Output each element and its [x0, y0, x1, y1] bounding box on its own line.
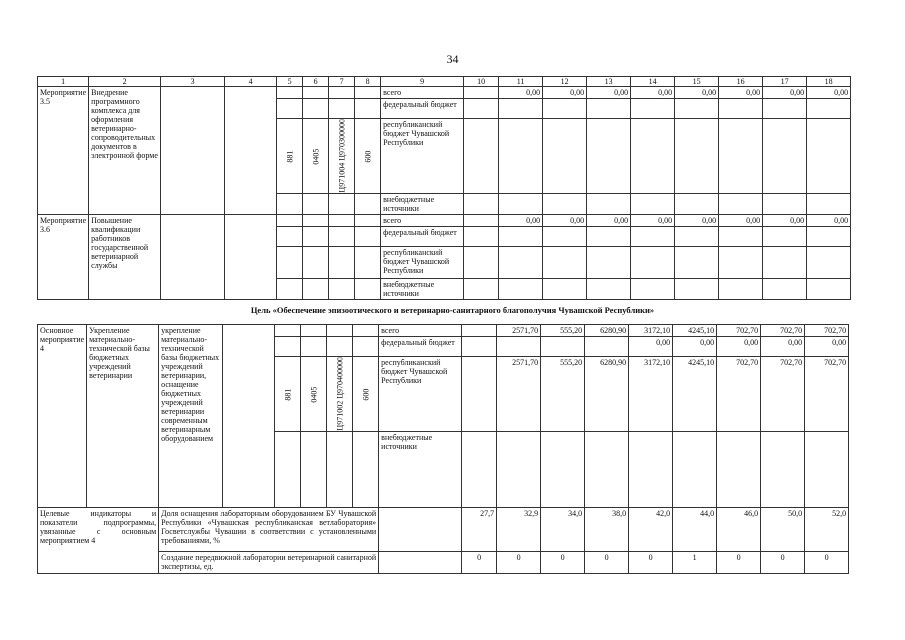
funding-source: внебюджетные источники [381, 193, 464, 214]
indicator-name: Создание передвижной лаборатории ветеринарной санитарной экспертизы, ед. [159, 551, 379, 573]
value-cell: 3172,10 [629, 357, 673, 432]
empty-cell [275, 431, 301, 507]
value-cell: 702,70 [717, 325, 761, 337]
funding-source: внебюджетные источники [379, 431, 462, 507]
code-grbs: 881 [275, 357, 301, 432]
value-cell [464, 246, 499, 278]
value-cell [719, 278, 763, 299]
value-cell [805, 431, 849, 507]
empty-cell [329, 214, 355, 226]
value-cell [499, 193, 543, 214]
header-cell: 16 [719, 77, 763, 87]
table-row [38, 325, 849, 337]
funding-source: республиканский бюджет Чувашской Республики [381, 119, 464, 194]
value-cell [761, 431, 805, 507]
value-cell [543, 246, 587, 278]
funding-source: всего [381, 87, 464, 99]
empty-cell [301, 337, 327, 357]
value-cell: 3172,10 [629, 325, 673, 337]
value-cell [675, 193, 719, 214]
value-cell: 0,00 [631, 214, 675, 226]
empty-cell [353, 325, 379, 337]
page-number: 34 [446, 52, 459, 66]
value-cell: 6280,90 [585, 357, 629, 432]
value-cell [673, 431, 717, 507]
empty-cell [355, 278, 381, 299]
header-cell: 2 [89, 77, 161, 87]
value-cell [462, 431, 497, 507]
funding-source: федеральный бюджет [381, 99, 464, 119]
value-cell [717, 431, 761, 507]
measure-executor [223, 325, 275, 508]
value-cell: 27,7 [462, 507, 497, 551]
value-cell [462, 337, 497, 357]
value-cell: 0,00 [719, 214, 763, 226]
table-row [38, 507, 849, 551]
value-cell: 0,00 [675, 214, 719, 226]
value-cell [675, 119, 719, 194]
funding-source: всего [379, 325, 462, 337]
value-cell [807, 246, 851, 278]
value-cell: 0 [585, 551, 629, 573]
value-cell [464, 226, 499, 246]
measure-name: Внедрение программного комплекса для оформления ветеринарно-сопроводительных документов в электронной форме [89, 87, 161, 215]
empty-cell [303, 246, 329, 278]
value-cell: 50,0 [761, 507, 805, 551]
value-cell [807, 226, 851, 246]
value-cell [587, 99, 631, 119]
empty-cell [303, 278, 329, 299]
value-cell [807, 99, 851, 119]
value-cell [464, 87, 499, 99]
value-cell [541, 431, 585, 507]
measure-executor [225, 87, 277, 215]
empty-cell [303, 226, 329, 246]
value-cell [719, 119, 763, 194]
value-cell [587, 246, 631, 278]
empty-cell [353, 337, 379, 357]
goal-heading: Цель «Обеспечение эпизоотического и ветеринарно-санитарного благополучия Чувашской Республики» [250, 305, 655, 315]
empty-cell [275, 325, 301, 337]
value-cell: 555,20 [541, 357, 585, 432]
empty-cell [329, 99, 355, 119]
header-cell: 18 [807, 77, 851, 87]
empty-cell [277, 226, 303, 246]
value-cell [807, 119, 851, 194]
value-cell [543, 193, 587, 214]
value-cell: 1 [673, 551, 717, 573]
value-cell [462, 357, 497, 432]
indicator-name: Доля оснащения лабораторным оборудованием БУ Чувашской Республики «Чувашская республиканская ветлаборатория» Госветслужбы Чувашии в соответствии с установленными требованиями, % [159, 507, 379, 551]
value-cell [719, 226, 763, 246]
value-cell: 0,00 [587, 214, 631, 226]
value-cell: 0 [629, 551, 673, 573]
empty-cell [327, 431, 353, 507]
value-cell [631, 193, 675, 214]
code-grbs: 881 [277, 119, 303, 194]
value-cell: 0,00 [761, 337, 805, 357]
value-cell [499, 278, 543, 299]
value-cell: 0 [541, 551, 585, 573]
value-cell: 2571,70 [497, 325, 541, 337]
measure-code: Мероприятие 3.6 [38, 214, 89, 299]
value-cell: 0,00 [807, 87, 851, 99]
value-cell [719, 246, 763, 278]
header-cell: 1 [38, 77, 89, 87]
measure-name: Повышение квалификации работников государственной ветеринарной службы [89, 214, 161, 299]
empty-cell [355, 99, 381, 119]
empty-cell [329, 246, 355, 278]
header-cell: 3 [161, 77, 225, 87]
empty-cell [303, 214, 329, 226]
value-cell [543, 99, 587, 119]
measure-results [161, 214, 225, 299]
value-cell [464, 99, 499, 119]
empty-cell [329, 193, 355, 214]
value-cell [587, 119, 631, 194]
value-cell [807, 193, 851, 214]
funding-source: республиканский бюджет Чувашской Республики [381, 246, 464, 278]
value-cell [497, 337, 541, 357]
table-row [38, 214, 851, 226]
value-cell: 0,00 [763, 214, 807, 226]
value-cell: 0 [717, 551, 761, 573]
value-cell: 0,00 [763, 87, 807, 99]
value-cell: 44,0 [673, 507, 717, 551]
value-cell [464, 193, 499, 214]
table-upper [37, 76, 851, 300]
value-cell: 555,20 [541, 325, 585, 337]
empty-cell [277, 214, 303, 226]
measure-code: Мероприятие 3.5 [38, 87, 89, 215]
empty-cell [277, 87, 303, 99]
header-cell: 14 [631, 77, 675, 87]
value-cell: 32,9 [497, 507, 541, 551]
value-cell: 46,0 [717, 507, 761, 551]
measure-results: укрепление материально-технической базы бюджетных учреждений ветеринарии, оснащение бюджетных учреждений ветеринарии современным ветеринарным оборудованием [159, 325, 223, 508]
value-cell [585, 337, 629, 357]
header-row [38, 77, 851, 87]
empty-cell [277, 278, 303, 299]
header-cell: 8 [355, 77, 381, 87]
funding-source: всего [381, 214, 464, 226]
value-cell: 52,0 [805, 507, 849, 551]
empty-cell [277, 99, 303, 119]
value-cell [631, 226, 675, 246]
empty-cell [277, 246, 303, 278]
value-cell: 38,0 [585, 507, 629, 551]
empty-cell [303, 99, 329, 119]
value-cell: 702,70 [761, 325, 805, 337]
value-cell [763, 278, 807, 299]
value-cell [587, 193, 631, 214]
empty-cell [379, 551, 462, 573]
value-cell: 0,00 [631, 87, 675, 99]
value-cell: 702,70 [805, 357, 849, 432]
value-cell [763, 119, 807, 194]
value-cell [543, 226, 587, 246]
empty-cell [329, 226, 355, 246]
value-cell: 0,00 [805, 337, 849, 357]
header-cell: 13 [587, 77, 631, 87]
value-cell: 0 [805, 551, 849, 573]
value-cell [462, 325, 497, 337]
code-target-article: Ц971002 Ц970400000 [327, 357, 353, 432]
value-cell: 0 [497, 551, 541, 573]
header-cell: 9 [381, 77, 464, 87]
code-target-article: Ц971004 Ц970300000 [329, 119, 355, 194]
value-cell: 0,00 [719, 87, 763, 99]
value-cell: 0,00 [807, 214, 851, 226]
value-cell [763, 193, 807, 214]
empty-cell [301, 431, 327, 507]
empty-cell [329, 278, 355, 299]
header-cell: 6 [303, 77, 329, 87]
value-cell [675, 226, 719, 246]
header-cell: 5 [277, 77, 303, 87]
value-cell [543, 119, 587, 194]
value-cell [464, 214, 499, 226]
header-cell: 17 [763, 77, 807, 87]
value-cell: 0,00 [499, 214, 543, 226]
value-cell: 702,70 [761, 357, 805, 432]
value-cell: 702,70 [717, 357, 761, 432]
value-cell: 0,00 [717, 337, 761, 357]
header-cell: 10 [464, 77, 499, 87]
empty-cell [301, 325, 327, 337]
value-cell: 0,00 [587, 87, 631, 99]
value-cell: 0,00 [629, 337, 673, 357]
measure-name: Укрепление материально-технической базы бюджетных учреждений ветеринарии [87, 325, 159, 508]
value-cell: 0 [462, 551, 497, 573]
header-cell: 7 [329, 77, 355, 87]
value-cell: 2571,70 [497, 357, 541, 432]
empty-cell [355, 246, 381, 278]
table-row [38, 551, 849, 573]
value-cell [499, 99, 543, 119]
value-cell [464, 278, 499, 299]
code-expense-group: 600 [355, 119, 381, 194]
value-cell: 0 [761, 551, 805, 573]
value-cell [675, 246, 719, 278]
value-cell: 4245,10 [673, 325, 717, 337]
table-row [38, 87, 851, 99]
value-cell [464, 119, 499, 194]
value-cell [763, 226, 807, 246]
value-cell: 6280,90 [585, 325, 629, 337]
code-section: 0405 [301, 357, 327, 432]
measure-results [161, 87, 225, 215]
value-cell: 42,0 [629, 507, 673, 551]
value-cell: 0,00 [543, 87, 587, 99]
value-cell [543, 278, 587, 299]
measure-executor [225, 214, 277, 299]
value-cell: 702,70 [805, 325, 849, 337]
empty-cell [303, 193, 329, 214]
funding-source: внебюджетные источники [381, 278, 464, 299]
empty-cell [355, 193, 381, 214]
funding-source: республиканский бюджет Чувашской Республики [379, 357, 462, 432]
value-cell [629, 431, 673, 507]
value-cell [499, 246, 543, 278]
value-cell: 0,00 [673, 337, 717, 357]
value-cell [807, 278, 851, 299]
empty-cell [355, 87, 381, 99]
value-cell [499, 226, 543, 246]
empty-cell [355, 214, 381, 226]
value-cell [587, 278, 631, 299]
header-cell: 4 [225, 77, 277, 87]
value-cell: 0,00 [543, 214, 587, 226]
value-cell [719, 99, 763, 119]
header-cell: 12 [543, 77, 587, 87]
empty-cell [353, 431, 379, 507]
value-cell: 4245,10 [673, 357, 717, 432]
table-lower [37, 324, 849, 574]
funding-source: федеральный бюджет [381, 226, 464, 246]
value-cell [541, 337, 585, 357]
value-cell: 0,00 [499, 87, 543, 99]
value-cell [497, 431, 541, 507]
value-cell: 0,00 [675, 87, 719, 99]
value-cell [675, 99, 719, 119]
value-cell [585, 431, 629, 507]
value-cell [763, 99, 807, 119]
value-cell [719, 193, 763, 214]
value-cell [499, 119, 543, 194]
empty-cell [277, 193, 303, 214]
indicators-label: Целевые индикаторы и показатели подпрограммы, увязанные с основным мероприятием 4 [38, 507, 159, 573]
value-cell [631, 246, 675, 278]
value-cell [587, 226, 631, 246]
value-cell [631, 99, 675, 119]
code-expense-group: 600 [353, 357, 379, 432]
measure-code: Основное мероприятие 4 [38, 325, 87, 508]
empty-cell [303, 87, 329, 99]
header-cell: 15 [675, 77, 719, 87]
empty-cell [379, 507, 462, 551]
value-cell [631, 278, 675, 299]
value-cell: 34,0 [541, 507, 585, 551]
funding-source: федеральный бюджет [379, 337, 462, 357]
value-cell [675, 278, 719, 299]
header-cell: 11 [499, 77, 543, 87]
empty-cell [329, 87, 355, 99]
value-cell [763, 246, 807, 278]
empty-cell [275, 337, 301, 357]
empty-cell [327, 325, 353, 337]
empty-cell [355, 226, 381, 246]
empty-cell [327, 337, 353, 357]
code-section: 0405 [303, 119, 329, 194]
value-cell [631, 119, 675, 194]
